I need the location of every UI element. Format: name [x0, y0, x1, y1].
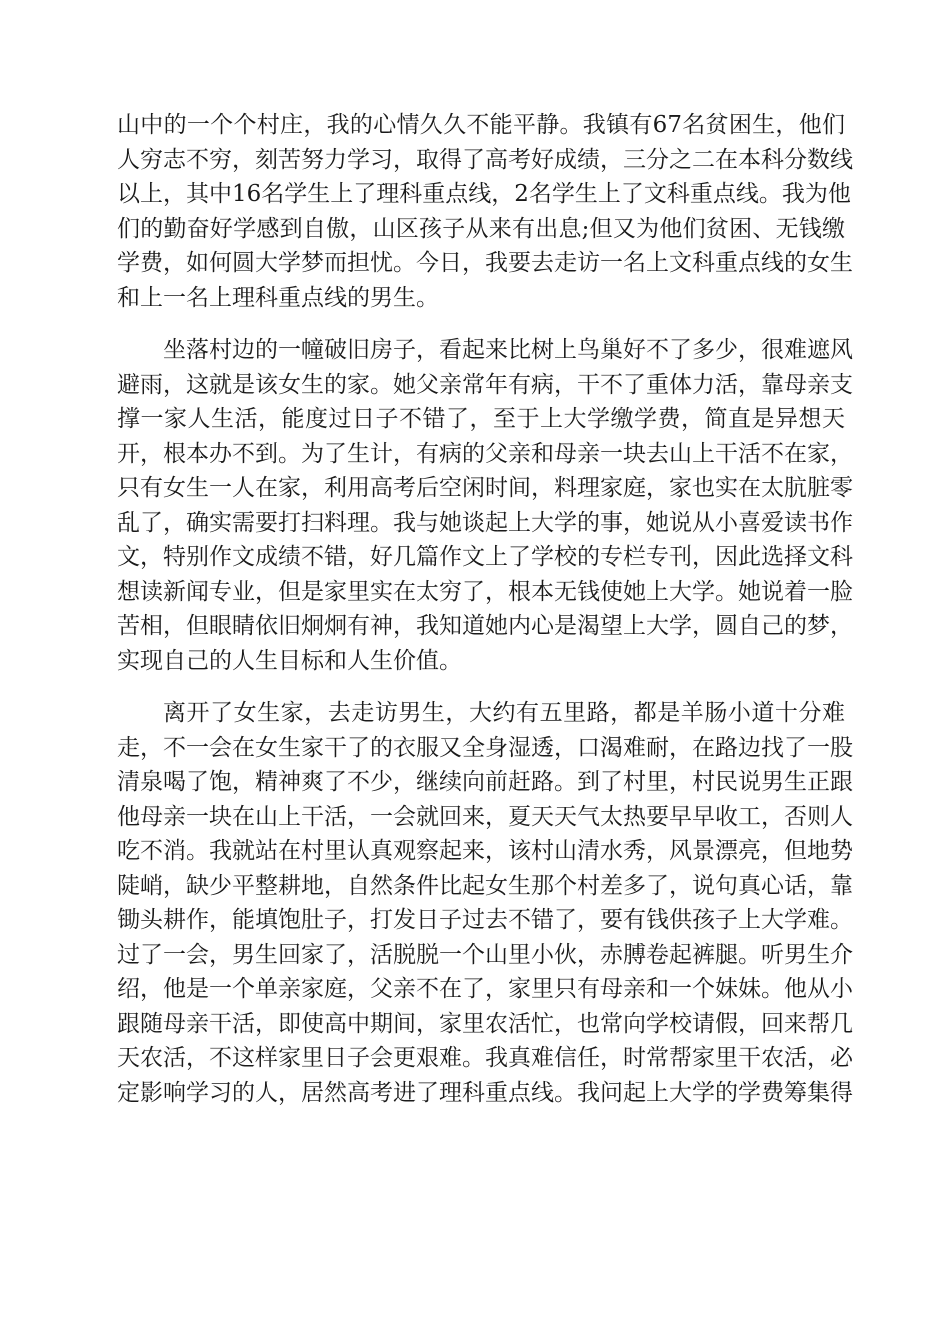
- text-line: 以上，其中16名学生上了理科重点线，2名学生上了文科重点线。我为他: [117, 181, 851, 207]
- text-line: 他母亲一块在山上干活，一会就回来，夏天天气太热要早早收工，否则人: [117, 803, 853, 830]
- text-line: 们的勤奋好学感到自傲，山区孩子从来有出息;但又为他们贫困、无钱缴: [117, 215, 845, 242]
- document-body: [117, 108, 853, 1128]
- text-line: 避雨，这就是该女生的家。她父亲常年有病，干不了重体力活，靠母亲支: [117, 371, 853, 398]
- text-line: 学费，如何圆大学梦而担忧。今日，我要去走访一名上文科重点线的女生: [117, 250, 853, 276]
- text-line: 只有女生一人在家，利用高考后空闲时间，料理家庭，家也实在太肮脏零: [117, 475, 853, 501]
- text-line: 定影响学习的人，居然高考进了理科重点线。我问起上大学的学费筹集得: [117, 1079, 853, 1106]
- text-line: 山中的一个个村庄，我的心情久久不能平静。我镇有67名贫困生，他们: [117, 112, 845, 138]
- text-line: 清泉喝了饱，精神爽了不少，继续向前赶路。到了村里，村民说男生正跟: [117, 769, 853, 795]
- paragraph-3: [117, 696, 853, 1110]
- text-line: 离开了女生家，去走访男生，大约有五里路，都是羊肠小道十分难: [163, 700, 845, 726]
- text-line: 苦相，但眼睛依旧炯炯有神，我知道她内心是渴望上大学，圆自己的梦，: [117, 613, 853, 639]
- text-line: 文，特别作文成绩不错，好几篇作文上了学校的专栏专刊，因此选择文科: [117, 544, 853, 570]
- text-line: 绍，他是一个单亲家庭，父亲不在了，家里只有母亲和一个妹妹。他从小: [117, 976, 853, 1002]
- text-line: 吃不消。我就站在村里认真观察起来，该村山清水秀，风景漂亮，但地势: [117, 838, 853, 864]
- text-line: 天农活，不这样家里日子会更艰难。我真难信任，时常帮家里干农活，必: [117, 1045, 853, 1071]
- paragraph-1: [117, 108, 853, 315]
- paragraph-2: [117, 333, 853, 678]
- text-line: 乱了，确实需要打扫料理。我与她谈起上大学的事，她说从小喜爱读书作: [117, 509, 853, 536]
- text-line: 开，根本办不到。为了生计，有病的父亲和母亲一块去山上干活不在家，: [117, 440, 853, 467]
- text-line: 走，不一会在女生家干了的衣服又全身湿透，口渴难耐，在路边找了一股: [117, 734, 853, 761]
- text-line: 人穷志不穷，刻苦努力学习，取得了高考好成绩，三分之二在本科分数线: [117, 146, 853, 173]
- text-line: 想读新闻专业，但是家里实在太穷了，根本无钱使她上大学。她说着一脸: [117, 578, 853, 605]
- text-line: 跟随母亲干活，即使高中期间，家里农活忙，也常向学校请假，回来帮几: [117, 1010, 853, 1037]
- text-line: 过了一会，男生回家了，活脱脱一个山里小伙，赤膊卷起裤腿。听男生介: [117, 941, 853, 968]
- text-line: 实现自己的人生目标和人生价值。: [117, 647, 462, 674]
- text-line: 锄头耕作，能填饱肚子，打发日子过去不错了，要有钱供孩子上大学难。: [117, 907, 853, 933]
- text-line: 陡峭，缺少平整耕地，自然条件比起女生那个村差多了，说句真心话，靠: [117, 872, 853, 899]
- text-line: 坐落村边的一幢破旧房子，看起来比树上鸟巢好不了多少，很难遮风: [163, 337, 853, 363]
- text-line: 和上一名上理科重点线的男生。: [117, 284, 439, 311]
- text-line: 撑一家人生活，能度过日子不错了，至于上大学缴学费，简直是异想天: [117, 406, 845, 432]
